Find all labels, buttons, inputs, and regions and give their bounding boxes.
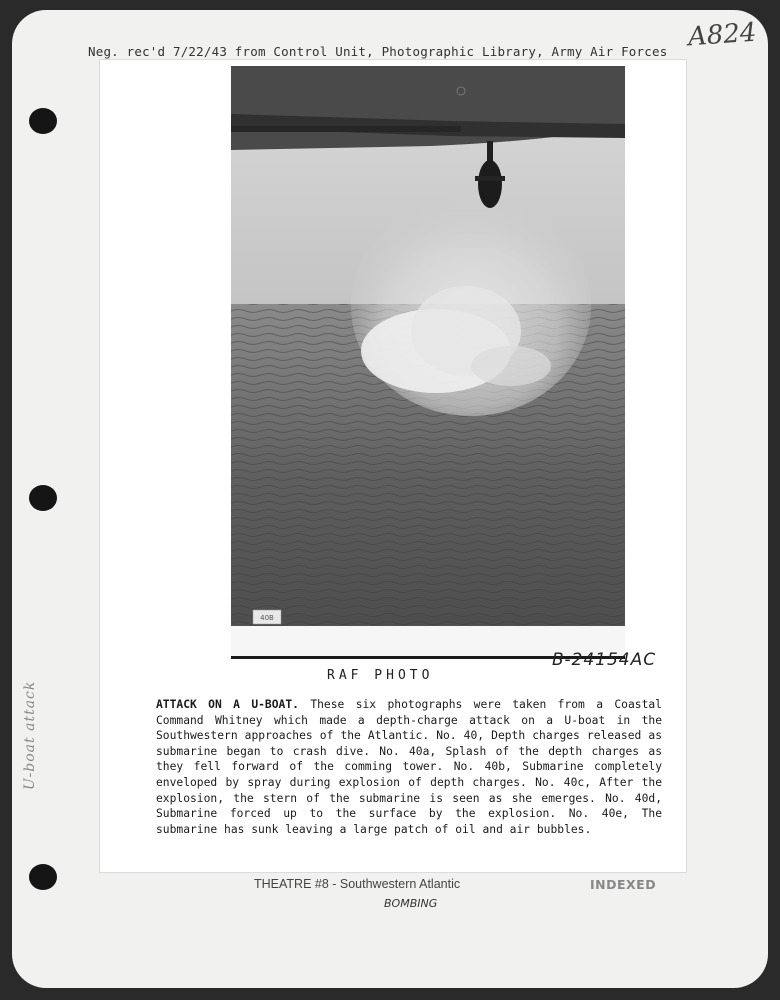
indexed-stamp: INDEXED [590,877,657,892]
photo-credit: RAF PHOTO [327,668,434,683]
punch-hole-middle [29,485,57,511]
punch-hole-bottom [29,864,57,890]
received-line: Neg. rec'd 7/22/43 from Control Unit, Photographic Library, Army Air Forces [88,44,668,59]
theatre-label: THEATRE #8 - Southwestern Atlantic [254,877,461,891]
handwritten-number: A824 [687,17,758,53]
caption [156,697,662,837]
frame-tag: 40B [260,614,274,622]
caption-title: ATTACK ON A U-BOAT. [156,698,299,711]
handwritten-side-note: U-boat attack [22,680,38,790]
photograph [231,66,625,659]
punch-hole-top [29,108,57,134]
caption-body: These six photographs were taken from a Coastal Command Whitney which made a depth-charge attack on a U-boat in the Southwestern approaches of the Atlantic. No. 40, Depth charges released as submarine began to crash dive. No. 40a, Splash of the depth charges as they fell forward of the comming tower. No. 40b, Submarine completely enveloped by spray during explosion of depth charges. No. 40c, After the explosion, the stern of the submarine is seen as she emerges. No. 40d, Submarine forced up to the surface by the explosion. No. 40e, The submarine has sunk leaving a large patch of oil and air bubbles. [156,698,662,836]
photograph-image [231,66,625,656]
negative-number: B-24154AC [552,650,657,670]
category-label: BOMBING [384,897,438,910]
